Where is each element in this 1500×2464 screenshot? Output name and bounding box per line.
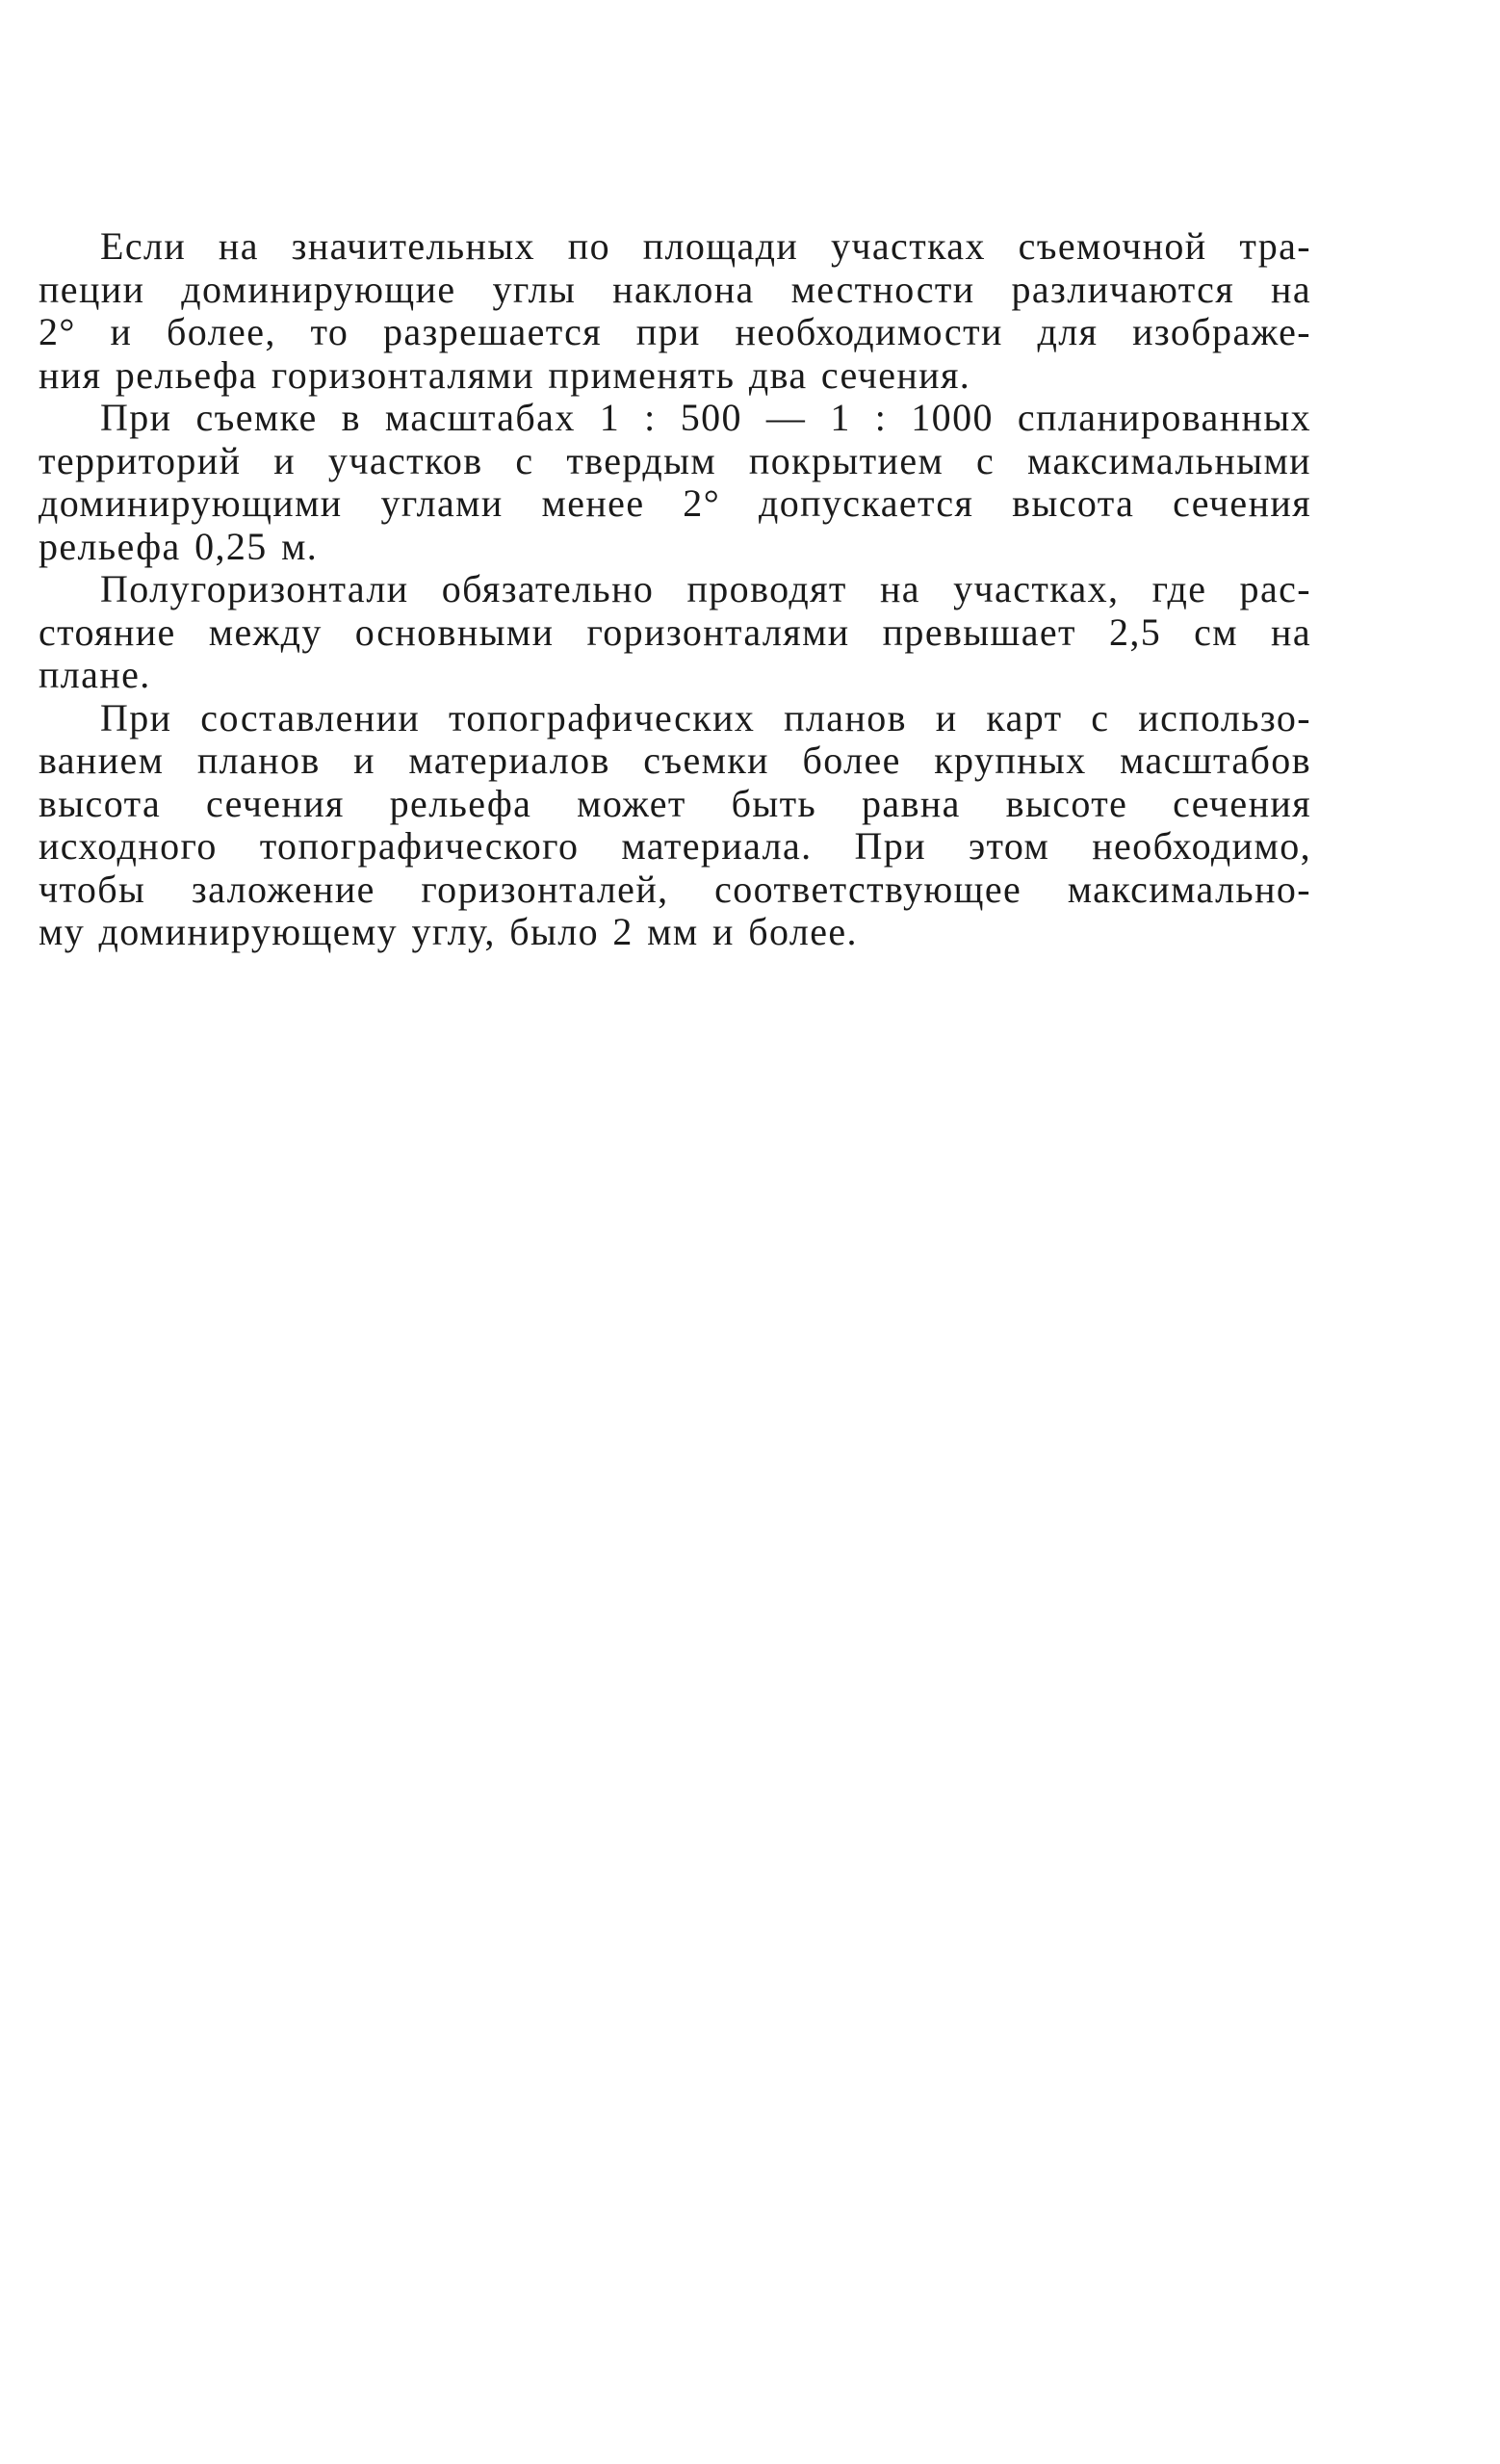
text-line: Полугоризонтали обязательно проводят на участках, где рас-: [100, 567, 1311, 610]
text-line: рельефа 0,25 м.: [39, 524, 319, 568]
paragraph-4: [39, 697, 1311, 954]
text-line: доминирующими углами менее 2° допускается высота сечения: [39, 481, 1311, 525]
text-line: 2° и более, то разрешается при необходимости для изображе-: [39, 310, 1311, 353]
text-line: При съемке в масштабах 1 : 500 — 1 : 1000 спланированных: [100, 396, 1311, 439]
text-line: При составлении топографических планов и карт с использо-: [100, 695, 1311, 739]
text-line: ванием планов и материалов съемки более крупных масштабов: [39, 739, 1311, 782]
paragraph-2: [39, 397, 1311, 568]
paragraph-1: [39, 225, 1311, 397]
text-line: высота сечения рельефа может быть равна высоте сечения: [39, 781, 1311, 825]
text-line: территорий и участков с твердым покрытием с максимальными: [39, 438, 1311, 482]
body-text: [39, 225, 1311, 954]
text-line: чтобы заложение горизонталей, соответствующее максимально-: [39, 867, 1311, 911]
text-line: пеции доминирующие углы наклона местности различаются на: [39, 267, 1311, 311]
text-line: исходного топографического материала. При этом необходимо,: [39, 824, 1311, 868]
text-line: плане.: [39, 653, 151, 696]
text-line: ния рельефа горизонталями применять два сечения.: [39, 352, 971, 397]
paragraph-3: [39, 568, 1311, 697]
text-line: му доминирующему углу, было 2 мм и более.: [39, 910, 858, 953]
text-line: стояние между основными горизонталями превышает 2,5 см на: [39, 610, 1311, 654]
text-line: Если на значительных по площади участках съемочной тра-: [100, 224, 1311, 268]
